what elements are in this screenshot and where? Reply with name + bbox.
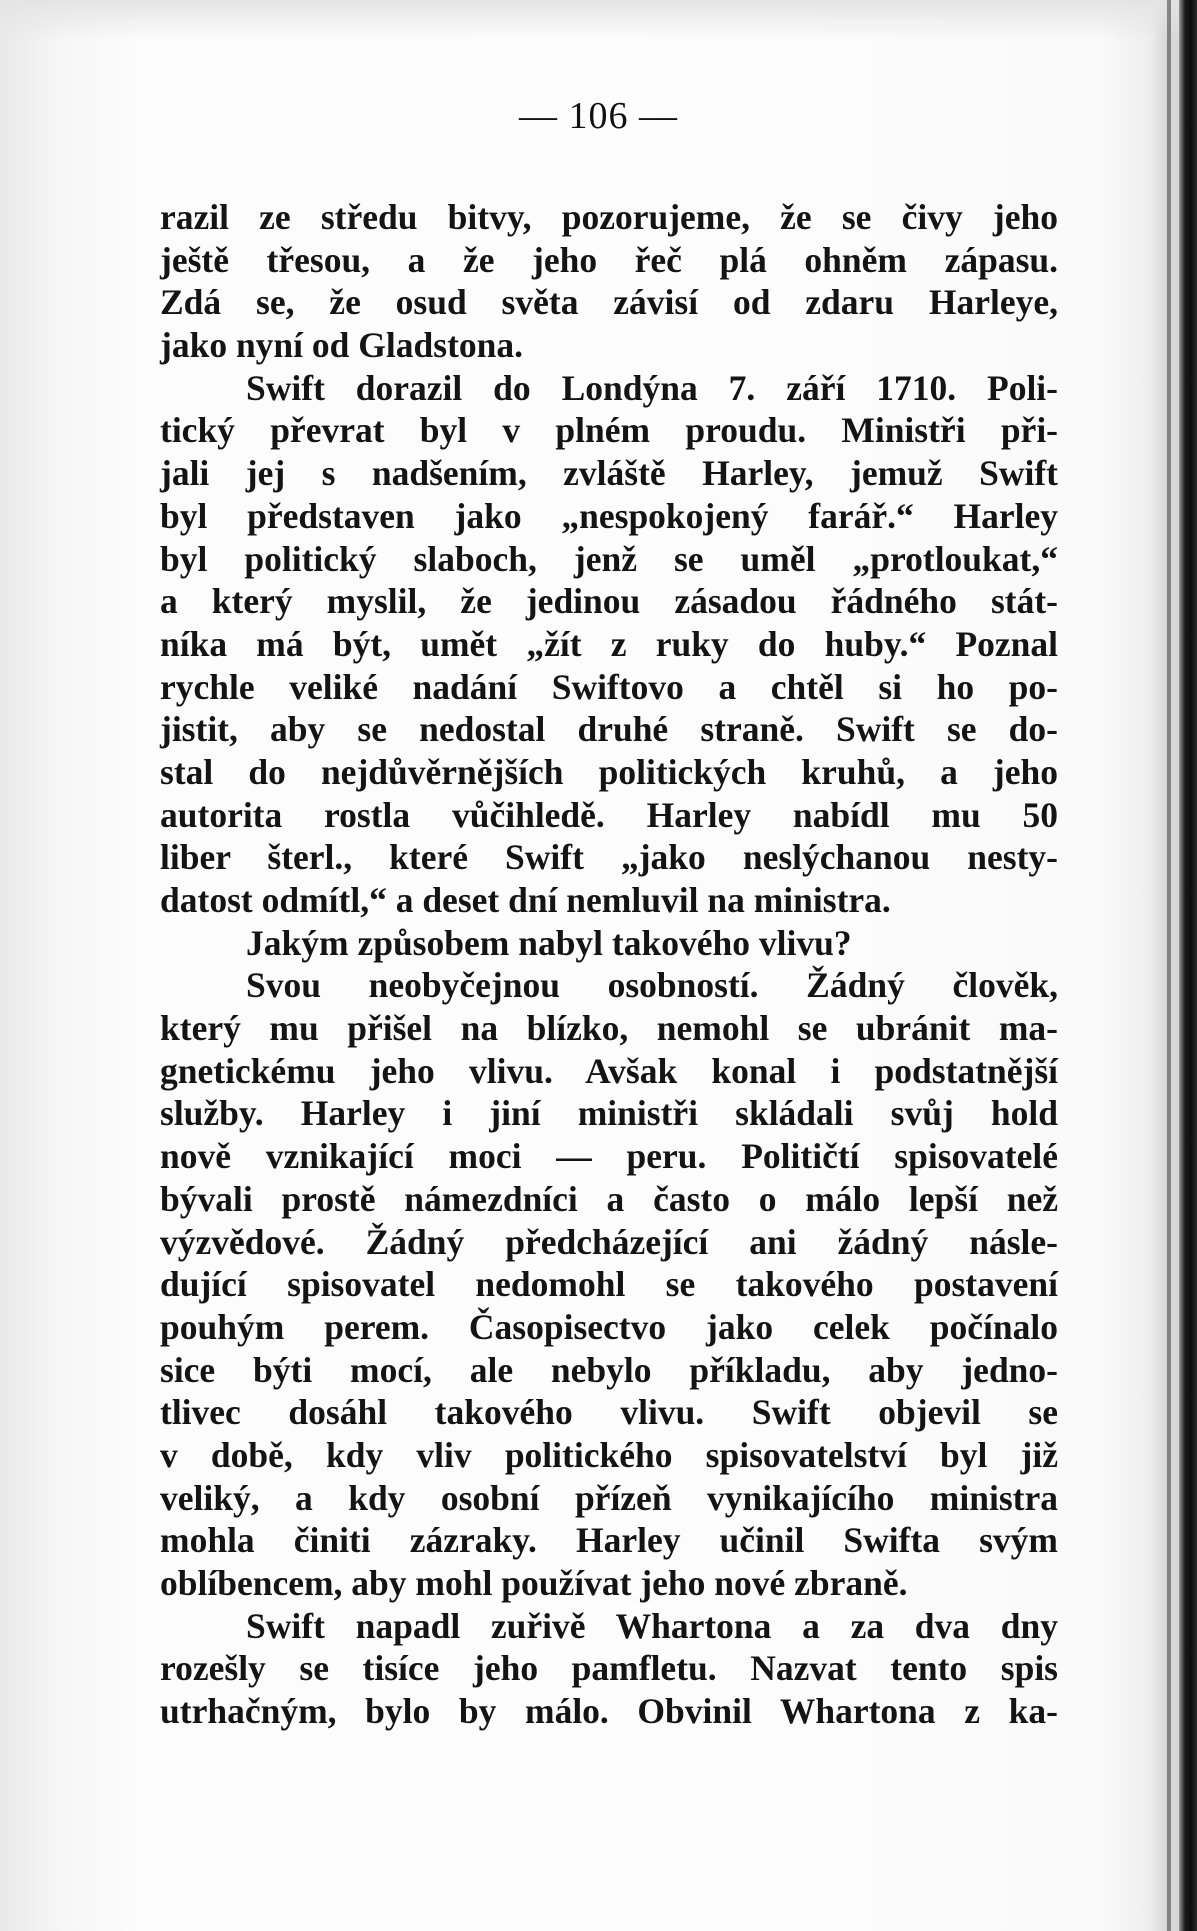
text-line: tický převrat byl v plném proudu. Ministři při- (160, 410, 1058, 451)
text-line: níka má být, umět „žít z ruky do huby.“ Poznal (160, 623, 1058, 664)
text-line: a který myslil, že jedinou zásadou řádného stát- (160, 581, 1058, 622)
text-line: který mu přišel na blízko, nemohl se ubránit ma- (160, 1008, 1058, 1049)
text-line: stal do nejdůvěrnějších politických kruhů, a jeho (160, 751, 1058, 792)
text-line: razil ze středu bitvy, pozorujeme, že se čivy jeho (160, 197, 1058, 237)
text-line: jali jej s nadšením, zvláště Harley, jemuž Swift (160, 453, 1058, 494)
text-line: Svou neobyčejnou osobností. Žádný člověk, (246, 965, 1058, 1006)
text-line: nově vznikající moci — peru. Političtí spisovatelé (160, 1136, 1058, 1177)
page-number: — 106 — (519, 95, 678, 137)
text-line: gnetickému jeho vlivu. Avšak konal i podstatnější (160, 1050, 1058, 1091)
text-line: Swift napadl zuřivě Whartona a za dva dny (246, 1605, 1058, 1646)
text-line: mohla činiti zázraky. Harley učinil Swifta svým (160, 1520, 1058, 1561)
text-line: pouhým perem. Časopisectvo jako celek počínalo (160, 1306, 1058, 1347)
scan-shadow-top (0, 0, 1197, 40)
text-line: Zdá se, že osud světa závisí od zdaru Harleye, (160, 282, 1058, 323)
text-line: jako nyní od Gladstona. (160, 325, 524, 366)
text-line: oblíbencem, aby mohl používat jeho nové zbraně. (160, 1563, 908, 1603)
text-line: ještě třesou, a že jeho řeč plá ohněm zápasu. (160, 239, 1058, 280)
text-line: sice býti mocí, ale nebylo příkladu, aby jedno- (160, 1349, 1058, 1390)
text-line: utrhačným, bylo by málo. Obvinil Whartona z ka- (160, 1691, 1058, 1732)
text-line: tlivec dosáhl takového vlivu. Swift objevil se (160, 1392, 1058, 1433)
text-line: autorita rostla vůčihledě. Harley nabídl mu 50 (160, 794, 1058, 835)
text-line: rychle veliké nadání Swiftovo a chtěl si ho po- (160, 666, 1058, 707)
text-line: jistit, aby se nedostal druhé straně. Swift se do- (160, 709, 1058, 750)
text-line: datost odmítl,“ a deset dní nemluvil na ministra. (160, 880, 891, 920)
text-line: bývali prostě námezdníci a často o málo lepší než (160, 1178, 1058, 1219)
text-line: Swift dorazil do Londýna 7. září 1710. Poli- (246, 367, 1058, 408)
text-line: byl politický slaboch, jenž se uměl „protloukat,“ (160, 538, 1058, 579)
text-line: veliký, a kdy osobní přízeň vynikajícího ministra (160, 1477, 1058, 1518)
page-edge-line (1167, 0, 1171, 1931)
text-line: liber šterl., které Swift „jako neslýchanou nesty- (160, 837, 1058, 878)
text-line: služby. Harley i jiní ministři skládali svůj hold (160, 1093, 1058, 1134)
text-line: dující spisovatel nedomohl se takového postavení (160, 1264, 1058, 1305)
body-text (160, 196, 1058, 1733)
text-line: byl představen jako „nespokojený farář.“ Harley (160, 495, 1058, 536)
scan-edge-shadow (1179, 0, 1197, 1931)
text-line: rozešly se tisíce jeho pamfletu. Nazvat tento spis (160, 1648, 1058, 1689)
text-line: výzvědové. Žádný předcházející ani žádný násle- (160, 1221, 1058, 1262)
text-line: v době, kdy vliv politického spisovatelství byl již (160, 1434, 1058, 1475)
text-line: Jakým způsobem nabyl takového vlivu? (246, 922, 852, 963)
